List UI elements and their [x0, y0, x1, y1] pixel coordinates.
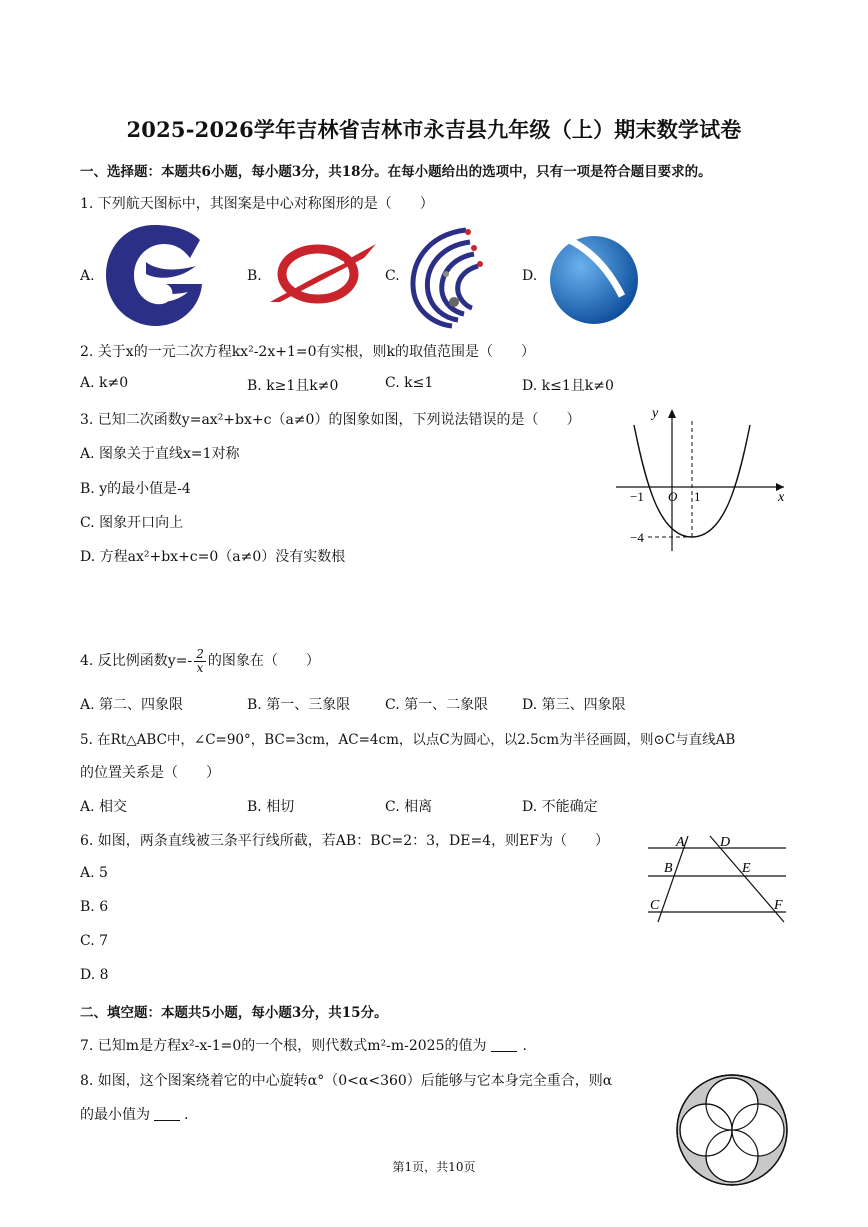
question-8-stem-line2 [80, 1104, 188, 1124]
q4-stem-before: 4. 反比例函数y=- [80, 653, 193, 669]
q3-option-b: B. y的最小值是-4 [80, 481, 191, 497]
figure-label-f: F [774, 898, 783, 913]
q2-option-a: A. k≠0 [80, 375, 129, 391]
q4-fraction-numerator: 2 [196, 646, 204, 661]
question-6-stem: 6. 如图，两条直线被三条平行线所截，若AB：BC=2：3，DE=4，则EF为（ ） [80, 833, 610, 849]
section-heading-choice: 一、选择题：本题共6小题，每小题3分，共18分。在每小题给出的选项中，只有一项是符合题目要求的。 [80, 164, 712, 180]
q1-option-d-label: D. [522, 268, 538, 284]
q4-stem-after: 的图象在（ ） [207, 653, 320, 669]
q6-option-b: B. 6 [80, 899, 109, 915]
question-7-stem [80, 1035, 527, 1055]
aerospace-logo-c [406, 224, 490, 328]
q8-answer-blank[interactable] [154, 1106, 180, 1121]
page-title: 2025-2026学年吉林省吉林市永吉县九年级（上）期末数学试卷 [126, 117, 742, 142]
q5-option-d: D. 不能确定 [522, 799, 598, 815]
q3-option-c: C. 图象开口向上 [80, 515, 184, 531]
q4-option-c: C. 第一、二象限 [385, 697, 489, 713]
q4-fraction-denominator: x [196, 660, 204, 675]
q1-option-b-label: B. [247, 268, 262, 284]
question-5-stem-line1: 5. 在Rt△ABC中，∠C=90°，BC=3cm，AC=4cm，以点C为圆心，以2.5cm为半径画圆，则⊙C与直线AB [80, 732, 736, 748]
aerospace-logo-d [544, 226, 640, 326]
q1-option-a-label: A. [80, 268, 95, 284]
section-heading-fill: 二、填空题：本题共5小题，每小题3分，共15分。 [80, 1005, 388, 1021]
q7-stem-text: 7. 已知m是方程x²-x-1=0的一个根，则代数式m²-m-2025的值为 [80, 1038, 487, 1054]
q5-option-a: A. 相交 [80, 799, 128, 815]
question-5-stem-line2: 的位置关系是（ ） [80, 765, 220, 781]
q8-stem-text: 的最小值为 [80, 1107, 150, 1123]
q1-option-c-label: C. [385, 268, 400, 284]
parallel-lines-figure [646, 830, 790, 926]
q5-option-c: C. 相离 [385, 799, 433, 815]
q6-option-c: C. 7 [80, 933, 109, 949]
q7-answer-blank[interactable] [491, 1037, 517, 1052]
aerospace-logo-a [104, 222, 204, 328]
parabola-graph [612, 405, 792, 555]
q2-option-c: C. k≤1 [385, 375, 434, 391]
q3-option-a: A. 图象关于直线x=1对称 [80, 446, 240, 462]
q6-option-d: D. 8 [80, 967, 109, 983]
figure-label-a: A [676, 835, 685, 850]
q3-option-d: D. 方程ax²+bx+c=0（a≠0）没有实数根 [80, 549, 346, 565]
question-2-stem: 2. 关于x的一元二次方程kx²-2x+1=0有实根，则k的取值范围是（ ） [80, 344, 535, 360]
figure-label-d: D [720, 835, 731, 850]
q4-option-b: B. 第一、三象限 [247, 697, 351, 713]
graph-tick-minus-one: −1 [630, 489, 644, 504]
graph-y-axis-label: y [652, 406, 659, 421]
figure-label-b: B [664, 861, 673, 876]
figure-label-c: C [650, 898, 660, 913]
figure-label-e: E [742, 861, 751, 876]
q7-stem-tail: . [522, 1038, 527, 1054]
question-3-stem: 3. 已知二次函数y=ax²+bx+c（a≠0）的图象如图，下列说法错误的是（ ） [80, 412, 581, 428]
question-4-stem [80, 646, 320, 676]
question-1-stem: 1. 下列航天图标中，其图案是中心对称图形的是（ ） [80, 196, 434, 212]
q6-option-a: A. 5 [80, 865, 108, 881]
graph-tick-one: 1 [694, 489, 701, 504]
q4-option-d: D. 第三、四象限 [522, 697, 626, 713]
page-footer: 第1页，共10页 [392, 1160, 476, 1174]
graph-tick-minus-four: −4 [630, 530, 644, 545]
q2-option-b: B. k≥1且k≠0 [247, 378, 339, 394]
graph-origin-label: O [668, 489, 678, 504]
q5-option-b: B. 相切 [247, 799, 295, 815]
question-8-stem-line1: 8. 如图，这个图案绕着它的中心旋转α°（0<α<360）后能够与它本身完全重合，则α [80, 1073, 613, 1089]
q4-fraction [194, 648, 206, 675]
q8-stem-tail: . [184, 1107, 189, 1123]
q2-option-d: D. k≤1且k≠0 [522, 378, 614, 394]
aerospace-logo-b [266, 240, 378, 308]
graph-x-axis-label: x [778, 490, 785, 505]
q4-option-a: A. 第二、四象限 [80, 697, 184, 713]
